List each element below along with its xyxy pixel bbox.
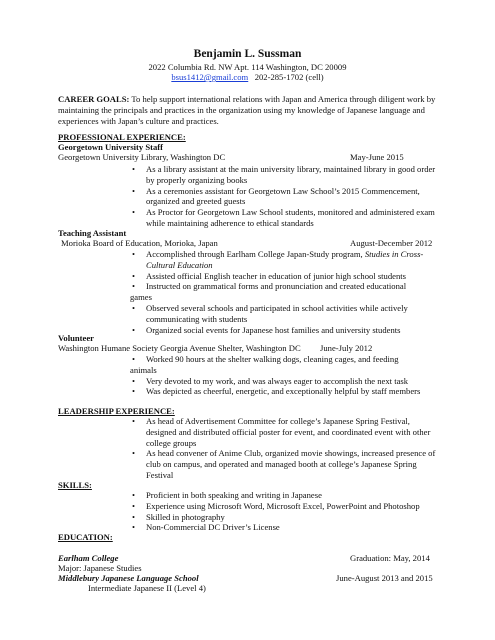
list-item: • As a library assistant at the main university library, maintained library in good order by properly organizing books — [132, 164, 436, 185]
list-item: • Proficient in both speaking and writing in Japanese — [132, 490, 322, 500]
list-item: • As head convener of Anime Club, organized movie showings, increased presence of club on campus, and operated and managed booth at college’s Japanese Spring Festival — [132, 448, 436, 480]
list-item: • Was depicted as cheerful, energetic, and exceptionally helpful by staff members — [132, 386, 421, 397]
list-item: • Very devoted to my work, and was always eager to accomplish the next task — [132, 375, 409, 386]
job1-org: Georgetown University Library, Washington DC — [58, 152, 226, 162]
skills-bullets — [130, 490, 442, 533]
school2-date: June-August 2013 and 2015 — [336, 573, 433, 583]
job2-date: August-December 2012 — [350, 238, 433, 248]
list-item: • Organized social events for Japanese host families and university students — [132, 324, 401, 335]
leadership-heading: LEADERSHIP EXPERIENCE: — [58, 406, 175, 416]
school1-date: Graduation: May, 2014 — [350, 553, 430, 563]
professional-heading: PROFESSIONAL EXPERIENCE: — [58, 132, 186, 142]
job1-date: May-June 2015 — [350, 152, 404, 162]
list-item: • Observed several schools and participated in school activities while actively communicating with students — [132, 302, 408, 324]
skills-heading: SKILLS: — [58, 480, 92, 490]
list-item: • As Proctor for Georgetown Law School students, monitored and administered exam while maintaining adherence to ethical standards — [132, 207, 435, 228]
career-goals-text: To help support international relations with Japan and America through diligent work by maintaining the principals and practices in the organization using my knowledge of Japanese language and experiences with Japan’s culture and practices. — [58, 94, 436, 126]
list-item: • Instructed on grammatical forms and pronunciation and created educational games — [130, 281, 407, 303]
list-item: • Accomplished through Earlham College Japan-Study program, Studies in Cross-Cultural Education — [132, 249, 424, 270]
email-link[interactable]: bsus1412@gmail.com — [171, 72, 249, 82]
career-goals — [58, 94, 446, 126]
list-item: • Worked 90 hours at the shelter walking dogs, cleaning cages, and feeding animals — [130, 354, 399, 375]
job3-bullets — [130, 354, 442, 397]
candidate-name: Benjamin L. Sussman — [193, 48, 302, 60]
list-item: • As head of Advertisement Committee for college’s Japanese Spring Festival, designed and distributed official poster for event, and coordinated event with other college groups — [132, 416, 431, 448]
major: Major: Japanese Studies — [58, 563, 142, 573]
list-item: • As a ceremonies assistant for Georgetown Law School’s 2015 Commencement, organized and greeted guests — [132, 185, 420, 207]
school2-name: Middlebury Japanese Language School — [58, 573, 199, 583]
job3-org: Washington Humane Society Georgia Avenue Shelter, Washington DC — [58, 343, 301, 353]
job2-bullets — [130, 249, 442, 335]
job2-org: Morioka Board of Education, Morioka, Japan — [61, 238, 218, 248]
list-item: • Skilled in photography — [132, 511, 225, 522]
school2-level: Intermediate Japanese II (Level 4) — [88, 583, 206, 593]
job1-title: Georgetown University Staff — [58, 142, 164, 152]
list-item: • Assisted official English teacher in education of junior high school students — [132, 270, 406, 281]
address: 2022 Columbia Rd. NW Apt. 114 Washington, DC 20009 — [148, 62, 347, 72]
job3-title: Volunteer — [58, 333, 94, 343]
job1-bullets — [130, 164, 442, 229]
school1-name: Earlham College — [58, 553, 119, 563]
job2-title: Teaching Assistant — [58, 228, 127, 238]
career-goals-label: CAREER GOALS: — [58, 94, 130, 104]
list-item: • Non-Commercial DC Driver’s License — [132, 522, 280, 533]
phone: 202-285-1702 (cell) — [254, 72, 324, 82]
education-heading: EDUCATION: — [58, 532, 113, 542]
contact-line — [0, 72, 495, 83]
job3-date: June-July 2012 — [320, 343, 373, 353]
list-item: • Experience using Microsoft Word, Microsoft Excel, PowerPoint and Photoshop — [132, 500, 420, 511]
leadership-bullets — [130, 416, 442, 481]
